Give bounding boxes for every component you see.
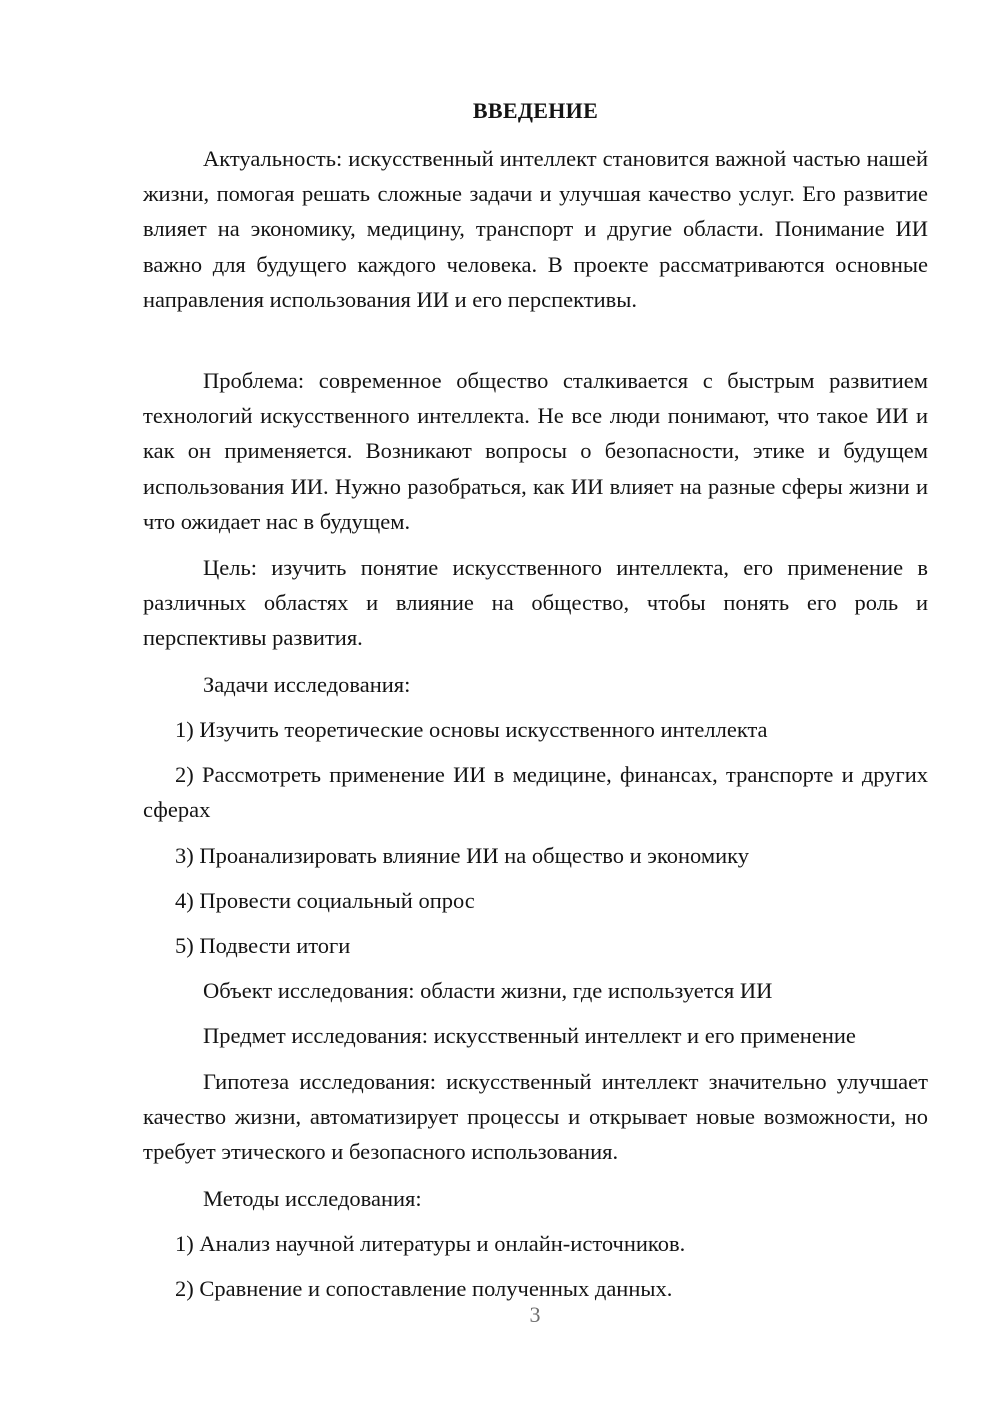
tasks-heading: Задачи исследования: [203, 672, 411, 697]
page-number: 3 [529, 1302, 541, 1327]
paragraph-goal: Цель: изучить понятие искусственного интеллекта, его применение в различных областях и влияние на общество, чтобы понять его роль и перспективы развития. [143, 555, 928, 651]
task-item-5: 5) Подвести итоги [175, 933, 351, 958]
paragraph-problem: Проблема: современное общество сталкивается с быстрым развитием технологий искусственного интеллекта. Не все люди понимают, что такое ИИ и как он применяется. Возникают вопросы о безопасности, этике и будущем использования ИИ. Нужно разобраться, как ИИ влияет на разные сферы жизни и что ожидает нас в будущем. [143, 368, 928, 534]
paragraph-subject: Предмет исследования: искусственный интеллект и его применение [203, 1023, 856, 1048]
paragraph-hypothesis: Гипотеза исследования: искусственный интеллект значительно улучшает качество жизни, автоматизирует процессы и открывает новые возможности, но требует этического и безопасного использования. [143, 1069, 928, 1165]
method-item-2: 2) Сравнение и сопоставление полученных данных. [175, 1276, 673, 1301]
task-item-1: 1) Изучить теоретические основы искусственного интеллекта [175, 717, 768, 742]
methods-heading: Методы исследования: [203, 1186, 422, 1211]
section-title: ВВЕДЕНИЕ [472, 98, 599, 123]
paragraph-object: Объект исследования: области жизни, где используется ИИ [203, 978, 773, 1003]
task-item-4: 4) Провести социальный опрос [175, 888, 475, 913]
task-item-2: 2) Рассмотреть применение ИИ в медицине, финансах, транспорте и других сферах [143, 762, 928, 823]
method-item-1: 1) Анализ научной литературы и онлайн-источников. [175, 1231, 686, 1256]
paragraph-relevance: Актуальность: искусственный интеллект становится важной частью нашей жизни, помогая решать сложные задачи и улучшая качество услуг. Его развитие влияет на экономику, медицину, транспорт и другие области. Понимание ИИ важно для будущего каждого человека. В проекте рассматриваются основные направления использования ИИ и его перспективы. [143, 146, 928, 312]
task-item-3: 3) Проанализировать влияние ИИ на общество и экономику [175, 843, 749, 868]
